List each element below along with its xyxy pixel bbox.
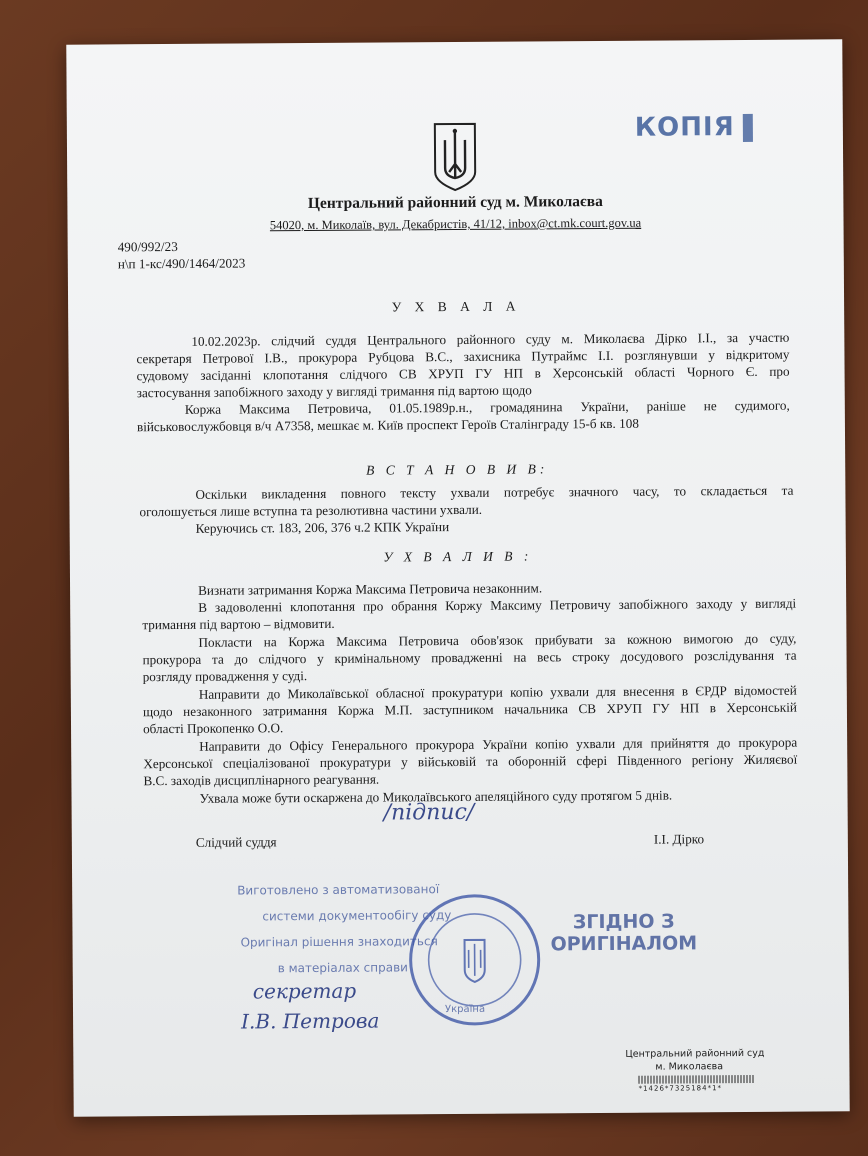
established-line-1: Оскільки викладення повного тексту ухвали потребує значного часу, то складається та [195,482,794,502]
judge-role: Слідчий суддя [195,834,277,850]
intro-line-5: Коржа Максима Петровича, 01.05.1989р.н., громадянина України, раніше не судимого, [184,397,790,417]
document-page [66,39,849,1116]
secretary-handwriting: секретар [252,978,357,1004]
court-name: Центральний районний суд м. Миколаєва [307,192,603,213]
auto-stamp-line-2: системи документообігу суду [262,908,452,924]
barcode [638,1075,753,1084]
barcode-text: *1426*7325184*1* [638,1084,723,1093]
ruled-heading: У Х В А Л И В : [383,548,533,565]
original-stamp-line-1: ЗГІДНО З [572,910,675,934]
judge-signature: /підпис/ [383,799,475,826]
ruled-p5-line-1: Направити до Офісу Генерального прокурора України копію ухвали для прийняття до прокурора [199,734,798,754]
auto-stamp-line-1: Виготовлено з автоматизованої [237,882,440,898]
ruled-p6: Ухвала може бути оскаржена до Миколаївського апеляційного суду протягом 5 днів. [199,787,673,806]
court-seal-label: Україна [444,1003,486,1016]
court-address: 54020, м. Миколаїв, вул. Декабристів, 41/12, inbox@ct.mk.court.gov.ua [269,215,642,233]
established-line-2: оголошується лише вступна та резолютивна частини ухвали. [139,501,483,520]
footer-court-line-1: Центральний районний суд [625,1047,765,1060]
original-stamp [550,910,697,955]
ruled-p3-line-2: прокурора та до слідчого у кримінальному провадженні на весь строку досудового розслідування та [142,647,797,668]
ruled-p3-line-3: розгляду провадження у суді. [142,668,308,685]
intro-line-3: судовому засіданні клопотання слідчого СВ ХРУП ГУ НП в Херсонській області Чорного Є. про [136,363,790,384]
intro-line-6: військовослужбовця в/ч А7358, мешкає м. Київ проспект Героїв Сталінграду 15-б кв. 108 [136,415,639,435]
trident-icon [431,120,480,192]
established-heading: В С Т А Н О В И В: [366,461,549,478]
auto-stamp-line-4: в матеріалах справи [277,960,408,976]
proceeding-number: н\п 1-кс/490/1464/2023 [117,255,246,272]
copy-stamp: КОПІЯ [634,112,735,143]
auto-stamp-line-3: Оригінал рішення знаходиться [240,934,438,950]
ruled-p4-line-2: щодо незаконного затримання Коржа М.П. заступником начальника СВ ХРУП ГУ НП в Херсонській [142,699,797,720]
ruled-p5-line-3: В.С. заходів дисциплінарного реагування. [143,771,380,789]
ruled-p2-line-2: тримання під вартою – відмовити. [142,615,335,633]
ruled-p4-line-1: Направити до Миколаївської обласної прокуратури копію ухвали для внесення в ЄРДР відомостей [198,682,797,702]
ruled-p2-line-1: В задоволенні клопотання про обрання Коржу Максиму Петровичу запобіжного заходу у вигляді [198,595,797,615]
footer-court-line-2: м. Миколаєва [655,1061,724,1073]
ruled-p4-line-3: області Прокопенко О.О. [142,720,284,737]
intro-line-2: секретаря Петрової І.В., прокурора Рубцова В.С., захисника Путраймс І.І. розглянувши у відкритому [136,346,790,367]
case-number: 490/992/23 [117,238,178,255]
judge-name: І.І. Дірко [653,831,705,847]
secretary-name-handwriting: І.В. Петрова [241,1008,380,1034]
ruled-p5-line-2: Херсонської спеціалізованої прокуратури у військовій та оборонній сфері Південного регіону Жиляєвої [143,751,798,772]
original-stamp-line-2: ОРИГІНАЛОМ [550,932,698,956]
document-title: У Х В А Л А [391,298,521,315]
copy-stamp-bar [743,114,753,142]
ruled-p3-line-1: Покласти на Коржа Максима Петровича обов'язок прибувати за кожною вимогою до суду, [198,630,797,650]
established-line-3: Керуючись ст. 183, 206, 376 ч.2 КПК України [195,519,450,536]
intro-line-1: 10.02.2023р. слідчий суддя Центрального районного суду м. Миколаєва Дірко І.І., за участю [191,329,790,349]
ruled-p1: Визнати затримання Коржа Максима Петровича незаконним. [198,580,543,598]
intro-line-4: застосування запобіжного заходу у вигляді тримання під вартою щодо [136,382,532,401]
